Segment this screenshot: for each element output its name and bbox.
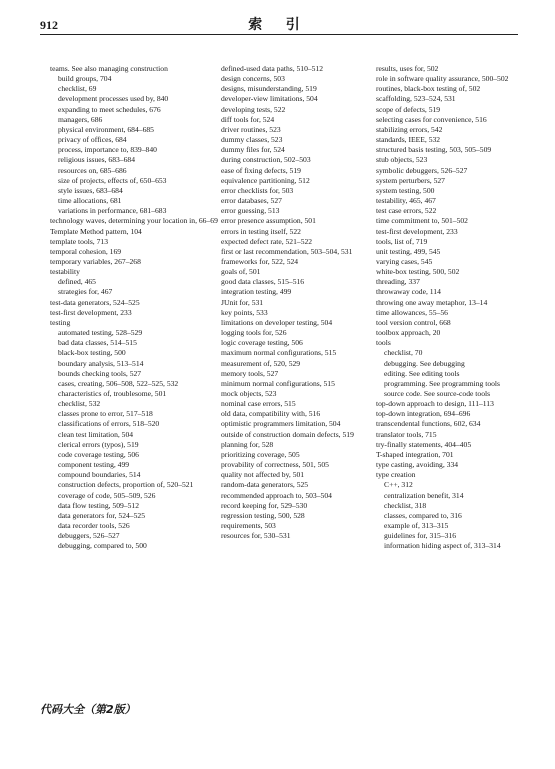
header-rule: [40, 34, 518, 35]
index-entry: test-data generators, 524–525: [50, 297, 140, 307]
index-entry: developer-view limitations, 504: [221, 94, 318, 104]
index-entry: testing: [50, 317, 71, 327]
index-subentry: defined, 465: [58, 277, 96, 287]
index-entry: T-shaped integration, 701: [376, 449, 454, 459]
index-entry: expected defect rate, 521–522: [221, 236, 313, 246]
index-entry: top-down approach to design, 111–113: [376, 399, 494, 409]
index-subentry: classifications of errors, 518–520: [58, 419, 160, 429]
index-subentry: strategies for, 467: [58, 287, 113, 297]
index-entry: recommended approach to, 503–504: [221, 490, 332, 500]
book-title-footer: 代码大全（第2版）: [40, 703, 136, 716]
index-entry: tools, list of, 719: [376, 236, 428, 246]
index-entry: maximum normal configurations, 515: [221, 348, 337, 358]
index-entry: during construction, 502–503: [221, 155, 311, 165]
index-entry: type casting, avoiding, 334: [376, 460, 459, 470]
index-entry: varying cases, 545: [376, 256, 433, 266]
index-entry: error presence assumption, 501: [221, 216, 316, 226]
index-entry: stub objects, 523: [376, 155, 428, 165]
index-subentry: physical environment, 684–685: [58, 124, 154, 134]
index-column-1: [50, 64, 218, 552]
index-subentry: checklist, 318: [384, 500, 427, 510]
index-entry: testability, 465, 467: [376, 196, 436, 206]
index-entry: teams. See also managing construction: [50, 64, 168, 73]
index-entry: frameworks for, 522, 524: [221, 256, 299, 266]
page-number: 912: [40, 18, 58, 32]
index-subentry: time allocations, 681: [58, 196, 122, 206]
index-entry: measurement of, 520, 529: [221, 358, 301, 368]
index-column-3: [376, 64, 522, 552]
index-entry: role in software quality assurance, 500–502: [376, 74, 509, 84]
index-entry: standards, IEEE, 532: [376, 135, 441, 145]
index-entry: top-down integration, 694–696: [376, 409, 471, 419]
index-subentry: clean test limitation, 504: [58, 429, 134, 439]
index-subentry: checklist, 70: [384, 348, 423, 358]
index-subentry: source code. See source-code tools: [384, 389, 491, 398]
index-entry: resources for, 530–531: [221, 531, 291, 541]
index-entry: scope of defects, 519: [376, 104, 441, 114]
index-entry: temporal cohesion, 169: [50, 246, 122, 256]
index-subentry: variations in performance, 681–683: [58, 206, 167, 216]
index-entry: errors in testing itself, 522: [221, 226, 301, 236]
index-entry: threading, 337: [376, 277, 420, 287]
index-entry: developing tests, 522: [221, 104, 286, 114]
index-subentry: checklist, 69: [58, 84, 97, 94]
index-subentry: data generators for, 524–525: [58, 510, 145, 520]
index-entry: designs, misunderstanding, 519: [221, 84, 317, 94]
index-entry: minimum normal configurations, 515: [221, 378, 335, 388]
index-entry: testability: [50, 267, 80, 277]
index-entry: dummy classes, 523: [221, 135, 283, 145]
index-entry: mock objects, 523: [221, 389, 277, 398]
index-entry: driver routines, 523: [221, 124, 281, 134]
index-entry: planning for, 528: [221, 439, 274, 449]
index-entry: transcendental functions, 602, 634: [376, 419, 481, 429]
index-entry: throwing one away metaphor, 13–14: [376, 297, 488, 307]
index-subentry: clerical errors (typos), 519: [58, 439, 139, 449]
index-entry: regression testing, 500, 528: [221, 510, 305, 520]
index-entry: error checklists for, 503: [221, 185, 294, 195]
index-entry: time commitment to, 501–502: [376, 216, 468, 226]
index-subentry: expanding to meet schedules, 676: [58, 104, 161, 114]
index-subentry: black-box testing, 500: [58, 348, 126, 358]
index-entry: structured basis testing, 503, 505–509: [376, 145, 492, 155]
page-header: [40, 14, 518, 36]
index-subentry: component testing, 499: [58, 460, 130, 470]
index-subentry: privacy of offices, 684: [58, 135, 127, 145]
index-entry: equivalence partitioning, 512: [221, 175, 310, 185]
index-entry: record keeping for, 529–530: [221, 500, 308, 510]
index-subentry: centralization benefit, 314: [384, 490, 464, 500]
index-subentry: construction defects, proportion of, 520–521: [58, 480, 194, 490]
index-entry: error guessing, 513: [221, 206, 280, 216]
index-entry: JUnit for, 531: [221, 297, 264, 307]
index-entry: Template Method pattern, 104: [50, 226, 142, 236]
index-entry: tools: [376, 338, 391, 348]
index-entry: outside of construction domain defects, 519: [221, 429, 354, 439]
index-subentry: process, importance to, 839–840: [58, 145, 157, 155]
index-subentry: build groups, 704: [58, 74, 112, 84]
index-subentry: size of projects, effects of, 650–653: [58, 175, 167, 185]
index-entry: key points, 533: [221, 307, 268, 317]
index-subentry: development processes used by, 840: [58, 94, 169, 104]
index-entry: unit testing, 499, 545: [376, 246, 441, 256]
index-entry: system perturbers, 527: [376, 175, 445, 185]
index-entry: random-data generators, 525: [221, 480, 309, 490]
index-subentry: religious issues, 683–684: [58, 155, 135, 165]
index-subentry: cases, creating, 506–508, 522–525, 532: [58, 378, 179, 388]
index-subentry: data recorder tools, 526: [58, 521, 130, 531]
index-subentry: boundary analysis, 513–514: [58, 358, 144, 368]
index-subentry: code coverage testing, 506: [58, 449, 139, 459]
index-subentry: debugging, compared to, 500: [58, 541, 147, 551]
index-entry: dummy files for, 524: [221, 145, 285, 155]
index-entry: first or last recommendation, 503–504, 531: [221, 246, 353, 256]
index-subentry: classes prone to error, 517–518: [58, 409, 153, 419]
index-entry: test case errors, 522: [376, 206, 437, 216]
index-subentry: compound boundaries, 514: [58, 470, 141, 480]
index-entry: quality not affected by, 501: [221, 470, 305, 480]
index-subentry: editing. See editing tools: [384, 368, 460, 378]
index-subentry: C++, 312: [384, 480, 413, 490]
index-entry: symbolic debuggers, 526–527: [376, 165, 468, 175]
index-entry: optimistic programmers limitation, 504: [221, 419, 341, 429]
index-subentry: automated testing, 528–529: [58, 328, 143, 338]
index-entry: design concerns, 503: [221, 74, 285, 84]
index-entry: goals of, 501: [221, 267, 261, 277]
index-entry: scaffolding, 523–524, 531: [376, 94, 456, 104]
index-entry: tool version control, 668: [376, 317, 451, 327]
index-subentry: classes, compared to, 316: [384, 510, 462, 520]
index-subentry: bounds checking tools, 527: [58, 368, 142, 378]
index-entry: selecting cases for convenience, 516: [376, 114, 487, 124]
index-subentry: guidelines for, 315–316: [384, 531, 457, 541]
index-subentry: programming. See programming tools: [384, 378, 500, 388]
index-subentry: characteristics of, troublesome, 501: [58, 389, 167, 398]
index-entry: logic coverage testing, 506: [221, 338, 303, 348]
index-subentry: managers, 686: [58, 114, 103, 124]
index-entry: routines, black-box testing of, 502: [376, 84, 481, 94]
running-head: 索 引: [248, 18, 310, 33]
index-entry: old data, compatibility with, 516: [221, 409, 321, 419]
index-entry: ease of fixing defects, 519: [221, 165, 301, 175]
index-entry: provability of correctness, 501, 505: [221, 460, 329, 470]
index-entry: logging tools for, 526: [221, 328, 287, 338]
index-subentry: resources on, 685–686: [58, 165, 127, 175]
index-entry: memory tools, 527: [221, 368, 279, 378]
index-entry: prioritizing coverage, 505: [221, 449, 300, 459]
index-columns: [50, 64, 520, 674]
index-entry: defined-used data paths, 510–512: [221, 64, 324, 73]
index-entry: requirements, 503: [221, 521, 276, 531]
index-entry: white-box testing, 500, 502: [376, 267, 460, 277]
index-entry: results, uses for, 502: [376, 64, 439, 73]
index-entry: toolbox approach, 20: [376, 328, 441, 338]
index-entry: throwaway code, 114: [376, 287, 441, 297]
index-entry: test-first development, 233: [376, 226, 458, 236]
index-entry: error databases, 527: [221, 196, 282, 206]
index-entry: stabilizing errors, 542: [376, 124, 443, 134]
index-entry: nominal case errors, 515: [221, 399, 296, 409]
index-entry: try-finally statements, 404–405: [376, 439, 472, 449]
index-subentry: style issues, 683–684: [58, 185, 123, 195]
index-subentry: coverage of code, 505–509, 526: [58, 490, 156, 500]
index-entry: good data classes, 515–516: [221, 277, 305, 287]
index-entry: integration testing, 499: [221, 287, 292, 297]
index-column-2: [221, 64, 373, 541]
index-subentry: bad data classes, 514–515: [58, 338, 137, 348]
index-subentry: data flow testing, 509–512: [58, 500, 139, 510]
index-entry: time allowances, 55–56: [376, 307, 448, 317]
index-subentry: information hiding aspect of, 313–314: [384, 541, 501, 551]
index-entry: test-first development, 233: [50, 307, 132, 317]
index-entry: type creation: [376, 470, 416, 480]
index-entry: limitations on developer testing, 504: [221, 317, 333, 327]
index-subentry: checklist, 532: [58, 399, 101, 409]
index-subentry: debugging. See debugging: [384, 358, 465, 368]
index-entry: system testing, 500: [376, 185, 435, 195]
index-entry: diff tools for, 524: [221, 114, 275, 124]
index-entry: translator tools, 715: [376, 429, 437, 439]
index-subentry: example of, 313–315: [384, 521, 449, 531]
index-entry: technology waves, determining your location in, 66–69: [50, 216, 218, 226]
index-subentry: debuggers, 526–527: [58, 531, 120, 541]
index-entry: temporary variables, 267–268: [50, 256, 141, 266]
index-entry: template tools, 713: [50, 236, 108, 246]
